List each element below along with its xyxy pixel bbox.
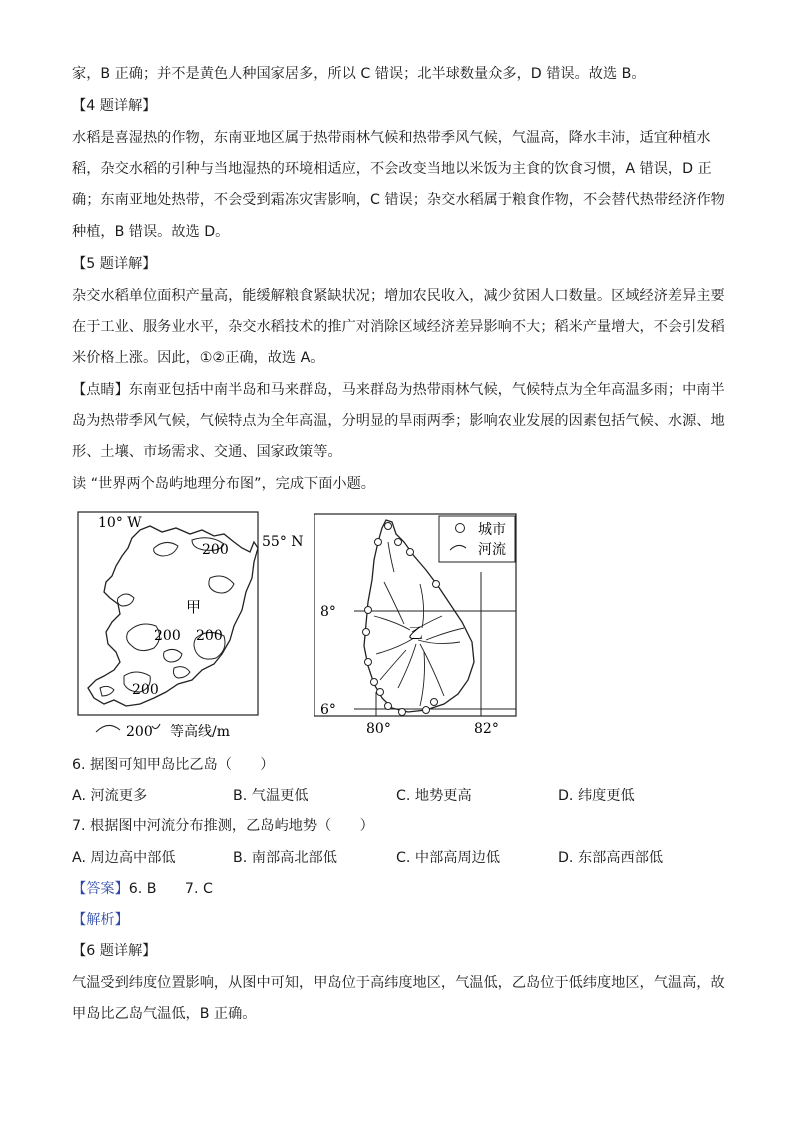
contour-line — [154, 542, 178, 556]
city-markers — [363, 523, 440, 716]
paragraph-line: 甲岛比乙岛气温低，B 正确。 — [72, 1006, 257, 1022]
paragraph-line: 水稻是喜湿热的作物，东南亚地区属于热带雨林气候和热带季风气候，气温高，降水丰沛，适宜种植水 — [72, 130, 711, 146]
legend-river-text: 河流 — [478, 542, 506, 558]
section-heading-q6: 【6 题详解】 — [72, 943, 157, 959]
answer-label: 【答案】 — [72, 881, 129, 897]
map-island-yi — [314, 512, 520, 738]
city-marker — [433, 581, 440, 588]
answer-text: 6. B 7. C — [128, 881, 213, 897]
city-marker — [375, 539, 382, 546]
latitude-label: 6° — [320, 702, 336, 718]
paragraph-line: 杂交水稻单位面积产量高，能缓解粮食紧缺状况；增加农民收入，减少贫困人口数量。区域经济差异主要 — [72, 288, 725, 304]
section-heading-q4: 【4 题详解】 — [72, 98, 157, 114]
contour-line — [209, 576, 234, 593]
paragraph-line: 气温受到纬度位置影响，从图中可知，甲岛位于高纬度地区，气温低，乙岛位于低纬度地区，气温高，故 — [72, 975, 725, 991]
answer-line — [72, 879, 213, 899]
paragraph-line: 【点睛】东南亚包括中南半岛和马来群岛，马来群岛为热带雨林气候，气候特点为全年高温多雨；中南半 — [72, 382, 725, 398]
contour-line — [100, 686, 114, 696]
contour-value: 200 — [132, 682, 159, 698]
map-island-jia — [74, 508, 306, 746]
q7-option-b[interactable]: B. 南部高北部低 — [233, 850, 337, 866]
paragraph-line: 在于工业、服务业水平，杂交水稻技术的推广对消除区域经济差异影响不大；稻米产量增大，不会引发稻 — [72, 319, 725, 335]
longitude-label: 82° — [474, 721, 499, 737]
contour-value: 200 — [196, 628, 223, 644]
island-label-jia: 甲 — [186, 598, 202, 616]
legend-contour-symbol — [96, 725, 120, 732]
city-marker — [377, 689, 384, 696]
city-marker — [385, 703, 392, 710]
city-marker — [365, 607, 372, 614]
city-marker — [371, 679, 378, 686]
contour-line — [164, 649, 182, 662]
city-marker — [399, 709, 406, 716]
paragraph-line: 米价格上涨。因此，①②正确，故选 A。 — [72, 350, 325, 366]
legend-city-icon — [456, 524, 465, 533]
question-intro: 读 “世界两个岛屿地理分布图”，完成下面小题。 — [72, 476, 375, 492]
q7-option-a[interactable]: A. 周边高中部低 — [72, 850, 176, 866]
longitude-label: 10° W — [98, 515, 142, 531]
section-heading-q5: 【5 题详解】 — [72, 256, 157, 272]
paragraph-line: 种植，B 错误。故选 D。 — [72, 224, 230, 240]
city-marker — [365, 659, 372, 666]
city-marker — [407, 549, 414, 556]
contour-value: 200 — [202, 542, 229, 558]
latitude-label: 55° N — [262, 534, 304, 550]
q7-option-c[interactable]: C. 中部高周边低 — [396, 850, 501, 866]
paragraph-line: 形、土壤、市场需求、交通、国家政策等。 — [72, 444, 342, 460]
paragraph-line: 岛为热带季风气候，气候特点为全年高温，分明显的旱雨两季；影响农业发展的因素包括气候、水源、地 — [72, 413, 725, 429]
contour-line — [174, 667, 191, 678]
paragraph-line: 稻，杂交水稻的引种与当地湿热的环境相适应，不会改变当地以米饭为主食的饮食习惯，A 错误，D 正 — [72, 161, 712, 177]
island-label-yi: 乙 — [408, 624, 424, 642]
q7-option-d[interactable]: D. 东部高西部低 — [558, 850, 664, 866]
city-marker — [431, 699, 438, 706]
contour-value: 200 — [154, 628, 181, 644]
analysis-heading: 【解析】 — [72, 912, 129, 928]
q6-option-d[interactable]: D. 纬度更低 — [558, 788, 635, 804]
question-7-stem: 7. 根据图中河流分布推测，乙岛屿地势（ ） — [72, 818, 374, 834]
city-marker — [423, 707, 430, 714]
city-marker — [363, 629, 370, 636]
question-6-stem: 6. 据图可知甲岛比乙岛（ ） — [72, 757, 275, 773]
legend-contour-text: 等高线/m — [170, 724, 230, 740]
longitude-label: 80° — [366, 721, 391, 737]
q6-option-b[interactable]: B. 气温更低 — [233, 788, 309, 804]
legend-city-text: 城市 — [478, 522, 506, 538]
contour-line — [118, 594, 135, 606]
latitude-label: 8° — [320, 604, 336, 620]
q6-option-a[interactable]: A. 河流更多 — [72, 788, 148, 804]
paragraph-line: 确；东南亚地处热带，不会受到霜冻灾害影响，C 错误；杂交水稻属于粮食作物，不会替代热带经济作物 — [72, 192, 725, 208]
city-marker — [395, 539, 402, 546]
legend-contour-value: 200 — [126, 724, 153, 740]
city-marker — [385, 523, 392, 530]
legend-contour-tick — [152, 724, 160, 729]
q6-option-c[interactable]: C. 地势更高 — [396, 788, 472, 804]
paragraph-line: 家，B 正确；并不是黄色人种国家居多，所以 C 错误；北半球数量众多，D 错误。故选 B。 — [72, 66, 646, 82]
